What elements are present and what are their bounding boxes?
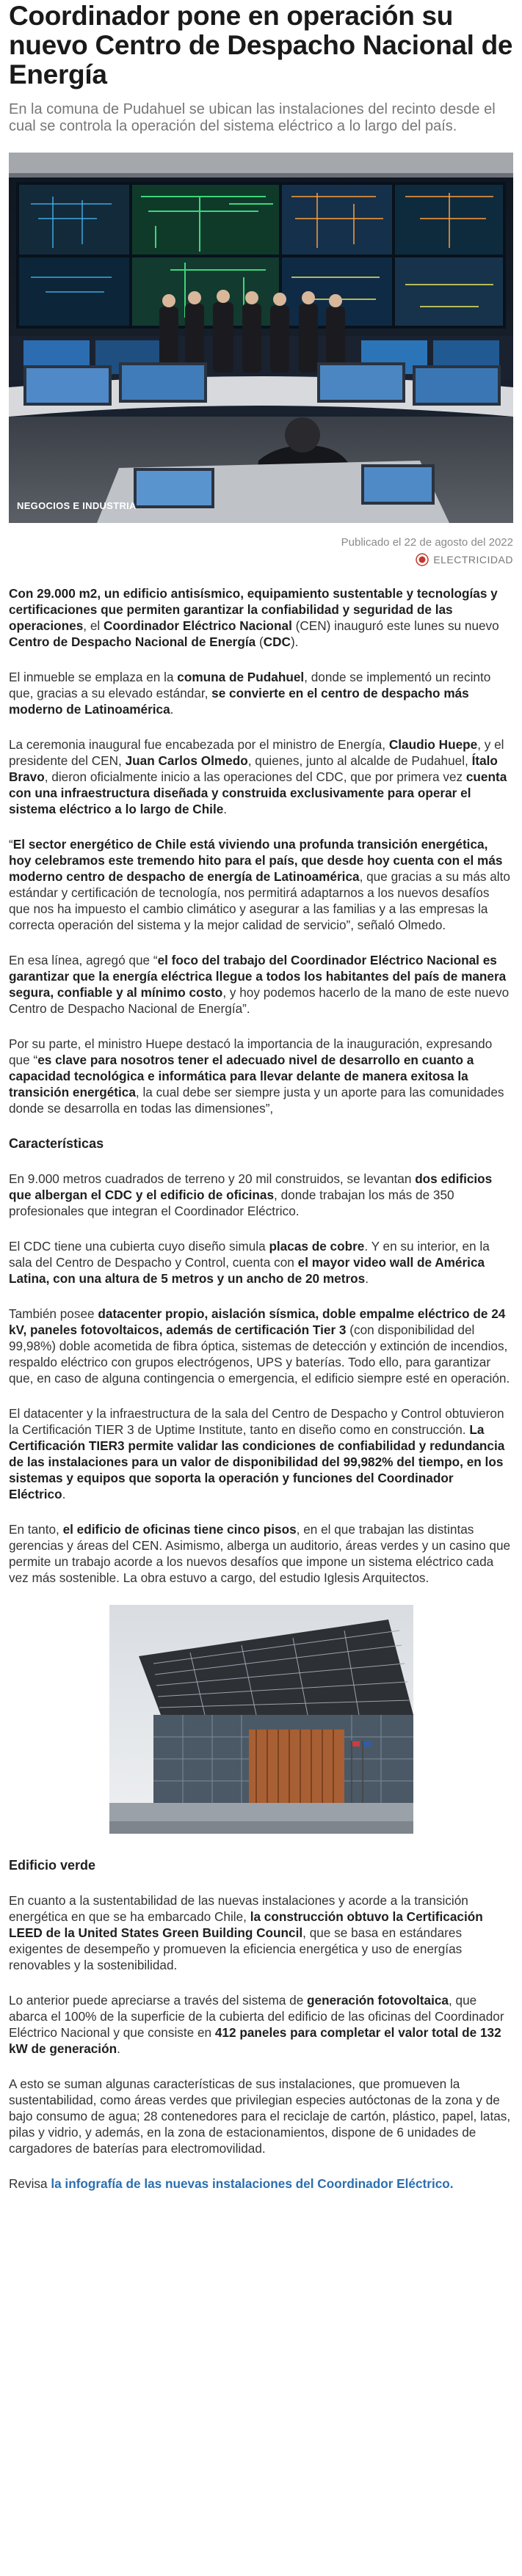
paragraph-8	[9, 1238, 513, 1287]
category-tag[interactable]	[9, 553, 513, 566]
p4-text-2: , que gracias a su más alto estándar y certificación de tecnología, nos permitirá adaptarnos a los nuevos desafíos que nos ha impuesto el cambio climático y asegurar a las familias y a las empresas la correcta operación del sistema y la mejor calidad de servicio”, señaló Olmedo.	[9, 869, 510, 932]
p11-bold-1: el edificio de oficinas tiene cinco pisos	[62, 1522, 297, 1537]
p2-text-2: , donde se implementó un recinto que, gracias a su elevado estándar,	[9, 670, 491, 700]
p2-bold-1: comuna de Pudahuel	[177, 670, 305, 684]
paragraph-12	[9, 1892, 513, 1973]
p11-text-2: , en el que trabajan las distintas gerencias y áreas del CEN. Asimismo, alberga un auditorio, áreas verdes y un casino que permite un trabajo acorde a los nuevos desafíos que impone un sistema eléctrico cada vez más sostenible. La obra estuvo a cargo, del estudio Iglesis Arquitectos.	[9, 1522, 511, 1585]
p4-text-1: “	[9, 837, 13, 852]
p9-text-1: También posee	[9, 1306, 98, 1321]
paragraph-2	[9, 669, 513, 717]
p2-bold-2: se convierte en el centro de despacho más moderno de Latinoamérica	[9, 686, 469, 717]
p6-bold-1: es clave para nosotros tener el adecuado nivel de desarrollo en cuanto a capacidad tecnológica e informática para llevar delante de manera exitosa la transición energética	[9, 1053, 474, 1099]
paragraph-9	[9, 1306, 513, 1386]
paragraph-7	[9, 1171, 513, 1219]
p12-text-2: , que se basa en estándares exigentes de desempeño y promueven la eficiencia energética y uso de energías renovables y la sostenibilidad.	[9, 1925, 463, 1972]
p1-bold-4: CDC	[263, 634, 291, 649]
paragraph-14: A esto se suman algunas características de sus instalaciones, que promueven la sustentabilidad, como áreas verdes que privilegian especies autóctonas de la zona y de bajo consumo de agua; 28 contenedores para el reciclaje de cartón, plástico, papel, latas, pilas y vidrio, y además, en la zona de estacionamientos, dispone de 6 unidades de cargadores de baterías para electromovilidad.	[9, 2076, 511, 2156]
paragraph-6	[9, 1036, 513, 1116]
p8-text-2: . Y en su interior, en la sala del Centro de Despacho y Control, cuenta con	[9, 1239, 490, 1270]
heading-edificio-verde: Edificio verde	[9, 1858, 96, 1873]
category-label: ELECTRICIDAD	[433, 554, 513, 566]
paragraph-15	[9, 2176, 513, 2192]
paragraph-1	[9, 585, 513, 650]
paragraph-10	[9, 1405, 513, 1502]
p5-bold-1: el foco del trabajo del Coordinador Eléctrico Nacional es garantizar que la energía eléctrica llegue a todos los habitantes del país de manera segura, confiable y al mínimo costo	[9, 953, 507, 1000]
p12-bold-1: la construcción obtuvo la Certificación LEED de la United States Green Building Council	[9, 1909, 483, 1940]
paragraph-4	[9, 836, 513, 933]
p10-bold-1: La Certificación TIER3 permite validar las condiciones de confiabilidad y redundancia de las instalaciones para un valor de disponibilidad del 99,982% del tiempo, en los sistemas y equipos que soporta la operación y funciones del Coordinador Eléctrico	[9, 1422, 505, 1501]
paragraph-3	[9, 736, 513, 817]
p1-text-3: (	[255, 634, 264, 649]
paragraph-5	[9, 952, 513, 1017]
p5-text-2: , y hoy podemos hacerlo de la mano de este nuevo Centro de Despacho Nacional de Energía”.	[9, 985, 510, 1016]
p13-text-2: , que abarca el 100% de la superficie de la cubierta del edificio de las oficinas del Coordinador Eléctrico Nacional y que consiste en	[9, 1993, 504, 2040]
p1-bold-1: Con 29.000 m2, un edificio antisísmico, equipamiento sustentable y tecnologías y certificaciones que permiten garantizar la confiabilidad y seguridad de las operaciones	[9, 586, 498, 633]
p3-text-1: La ceremonia inaugural fue encabezada por el ministro de Energía,	[9, 737, 389, 752]
p12-text-1: En cuanto a la sustentabilidad de las nuevas instalaciones y acorde a la transición energética en que se ha embarcado Chile,	[9, 1893, 468, 1924]
p1-text-1: , el	[83, 618, 104, 633]
p4-bold-1: El sector energético de Chile está viviendo una profunda transición energética, hoy celebramos este tremendo hito para el país, que desde hoy cuenta con el más moderno centro de despacho de energía de Latinoamérica	[9, 837, 503, 884]
p5-text-1: En esa línea, agregó que “	[9, 953, 158, 967]
paragraph-13	[9, 1992, 513, 2057]
building-photo	[109, 1605, 413, 1834]
p13-text-3: .	[117, 2041, 120, 2056]
p3-text-5: .	[223, 802, 228, 816]
p3-bold-2: Juan Carlos Olmedo	[125, 753, 248, 768]
p3-text-3: , quienes, junto al alcalde de Pudahuel,	[247, 753, 472, 768]
p3-text-2: , y el presidente del CEN,	[9, 737, 504, 768]
p3-bold-1: Claudio Huepe	[388, 737, 478, 752]
article-body	[9, 585, 513, 2192]
p6-text-1: Por su parte, el ministro Huepe destacó la importancia de la inauguración, expresando que “	[9, 1036, 493, 1067]
p8-text-1: El CDC tiene una cubierta cuyo diseño simula	[9, 1239, 269, 1254]
p13-bold-2: 412 paneles para completar el valor total de 132 kW de generación	[9, 2025, 501, 2056]
p10-text-1: El datacenter y la infraestructura de la sala del Centro de Despacho y Control obtuvieron la Certificación TIER 3 de Uptime Institute, tanto en diseño como en construcción.	[9, 1406, 504, 1437]
electricity-category-icon	[416, 553, 429, 566]
p15-text-1: Revisa	[9, 2176, 51, 2191]
p8-text-3: .	[365, 1271, 369, 1286]
heading-caracteristicas: Características	[9, 1136, 104, 1151]
hero-image[interactable]	[9, 153, 513, 523]
paragraph-11	[9, 1521, 513, 1586]
p3-bold-3: Ítalo Bravo	[9, 753, 498, 784]
p8-bold-2: el mayor video wall de América Latina, con una altura de 5 metros y un ancho de 20 metros	[9, 1255, 485, 1286]
p9-bold-1: datacenter propio, aislación sísmica, doble empalme eléctrico de 24 kV, paneles fotovoltaicos, además de certificación Tier 3	[9, 1306, 506, 1337]
p2-text-1: El inmueble se emplaza en la	[9, 670, 178, 684]
p1-text-2: (CEN) inauguró este lunes su nuevo	[291, 618, 499, 633]
p8-bold-1: placas de cobre	[269, 1239, 365, 1254]
p11-text-1: En tanto,	[9, 1522, 63, 1537]
control-room-photo	[9, 153, 513, 523]
p1-bold-2: Coordinador Eléctrico Nacional	[103, 618, 292, 633]
p3-bold-4: cuenta con una infraestructura diseñada y construida exclusivamente para operar el sistema eléctrico a lo largo de Chile	[9, 769, 507, 816]
infografia-link[interactable]: la infografía de las nuevas instalaciones del Coordinador Eléctrico.	[51, 2176, 454, 2191]
p7-bold-1: dos edificios que albergan el CDC y el edificio de oficinas	[9, 1171, 493, 1202]
article-title: Coordinador pone en operación su nuevo Centro de Despacho Nacional de Energía	[9, 1, 513, 89]
published-date: Publicado el 22 de agosto del 2022	[341, 536, 513, 549]
p1-text-4: ).	[290, 634, 299, 649]
hero-caption: NEGOCIOS E INDUSTRIA	[17, 500, 137, 511]
p7-text-1: En 9.000 metros cuadrados de terreno y 20 mil construidos, se levantan	[9, 1171, 416, 1186]
p1-bold-3: Centro de Despacho Nacional de Energía	[9, 634, 256, 649]
article-lead: En la comuna de Pudahuel se ubican las instalaciones del recinto desde el cual se controla la operación del sistema eléctrico a lo largo del país.	[9, 101, 496, 134]
p3-text-4: , dieron oficialmente inicio a las operaciones del CDC, que por primera vez	[44, 769, 466, 784]
p6-text-2: , la cual debe ser siempre justa y un aporte para las comunidades donde se desarrolla en todas las dimensiones”,	[9, 1085, 504, 1116]
building-image[interactable]	[109, 1605, 413, 1834]
p7-text-2: , donde trabajan los más de 350 profesionales que integran el Coordinador Eléctrico.	[9, 1188, 454, 1218]
p9-text-2: (con disponibilidad del 99,98%) doble acometida de fibra óptica, sistemas de detección y extinción de incendios, respaldo eléctrico con grupos electrógenos, UPS y baterías. Todo ello, para garantizar que, en caso de alguna contingencia o emergencia, el edificio siempre esté en operación.	[9, 1322, 510, 1386]
p2-text-3: .	[170, 702, 174, 717]
p10-text-2: .	[62, 1487, 66, 1501]
p13-bold-1: generación fotovoltaica	[307, 1993, 449, 2008]
p13-text-1: Lo anterior puede apreciarse a través del sistema de	[9, 1993, 308, 2008]
